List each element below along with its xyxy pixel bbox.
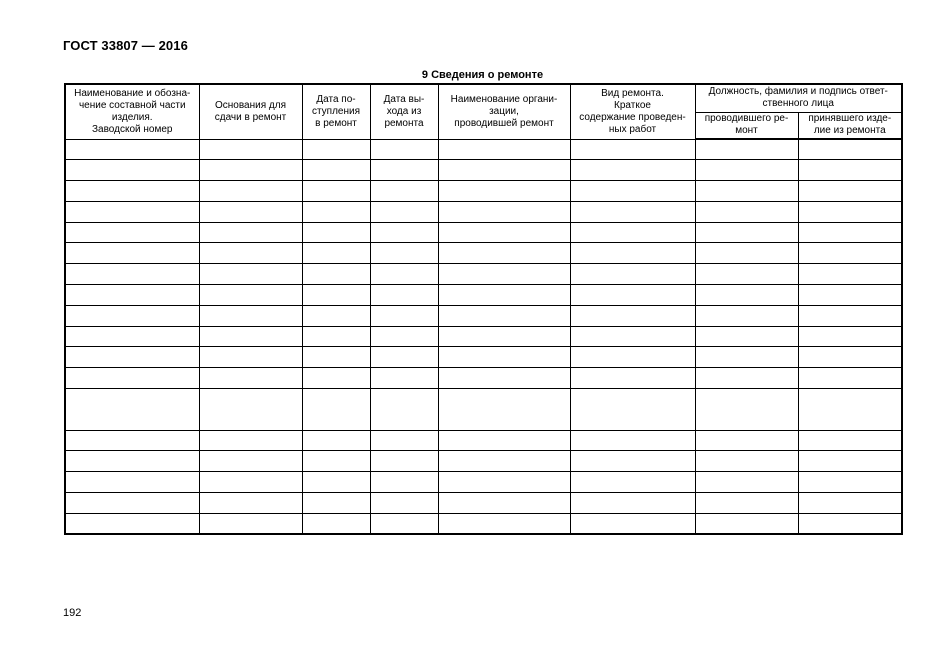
- cell-date-in: [302, 305, 370, 326]
- cell-name: [65, 513, 199, 534]
- cell-repair-type: [570, 430, 695, 451]
- table-row: [65, 472, 902, 493]
- cell-org: [438, 222, 570, 243]
- cell-sig-performed: [695, 160, 798, 181]
- cell-sig-accepted: [798, 181, 902, 202]
- cell-basis: [199, 264, 302, 285]
- cell-sig-performed: [695, 285, 798, 306]
- cell-basis: [199, 368, 302, 389]
- cell-repair-type: [570, 389, 695, 431]
- cell-org: [438, 451, 570, 472]
- table-row: [65, 347, 902, 368]
- cell-name: [65, 243, 199, 264]
- cell-repair-type: [570, 222, 695, 243]
- cell-sig-accepted: [798, 368, 902, 389]
- cell-basis: [199, 243, 302, 264]
- cell-date-out: [370, 139, 438, 160]
- cell-sig-performed: [695, 472, 798, 493]
- cell-date-in: [302, 264, 370, 285]
- cell-sig-accepted: [798, 264, 902, 285]
- cell-repair-type: [570, 326, 695, 347]
- cell-sig-accepted: [798, 160, 902, 181]
- cell-date-in: [302, 513, 370, 534]
- cell-date-out: [370, 326, 438, 347]
- col-header-sig-performed: проводившего ре- монт: [695, 112, 798, 139]
- cell-repair-type: [570, 513, 695, 534]
- cell-sig-performed: [695, 513, 798, 534]
- cell-repair-type: [570, 451, 695, 472]
- cell-name: [65, 472, 199, 493]
- cell-sig-performed: [695, 181, 798, 202]
- cell-repair-type: [570, 493, 695, 514]
- cell-org: [438, 305, 570, 326]
- cell-sig-performed: [695, 222, 798, 243]
- cell-date-out: [370, 347, 438, 368]
- cell-sig-performed: [695, 305, 798, 326]
- cell-org: [438, 243, 570, 264]
- cell-org: [438, 472, 570, 493]
- cell-date-in: [302, 326, 370, 347]
- cell-basis: [199, 513, 302, 534]
- cell-date-out: [370, 451, 438, 472]
- table-row: [65, 264, 902, 285]
- table-row: [65, 285, 902, 306]
- cell-sig-performed: [695, 430, 798, 451]
- cell-name: [65, 285, 199, 306]
- cell-date-out: [370, 264, 438, 285]
- cell-date-in: [302, 222, 370, 243]
- col-header-date-in: Дата по- ступления в ремонт: [302, 84, 370, 139]
- cell-repair-type: [570, 305, 695, 326]
- cell-sig-accepted: [798, 326, 902, 347]
- cell-sig-performed: [695, 243, 798, 264]
- col-header-basis: Основания для сдачи в ремонт: [199, 84, 302, 139]
- table-row: [65, 243, 902, 264]
- cell-basis: [199, 389, 302, 431]
- cell-repair-type: [570, 201, 695, 222]
- cell-sig-accepted: [798, 430, 902, 451]
- cell-org: [438, 201, 570, 222]
- cell-sig-accepted: [798, 472, 902, 493]
- cell-sig-accepted: [798, 389, 902, 431]
- cell-sig-accepted: [798, 222, 902, 243]
- cell-sig-performed: [695, 326, 798, 347]
- cell-date-in: [302, 285, 370, 306]
- table-row: [65, 222, 902, 243]
- cell-basis: [199, 493, 302, 514]
- cell-date-in: [302, 368, 370, 389]
- cell-date-in: [302, 347, 370, 368]
- cell-date-out: [370, 160, 438, 181]
- cell-basis: [199, 201, 302, 222]
- cell-basis: [199, 160, 302, 181]
- cell-org: [438, 264, 570, 285]
- page-number: 192: [63, 607, 82, 619]
- table-row: [65, 160, 902, 181]
- table-row: [65, 389, 902, 431]
- cell-repair-type: [570, 285, 695, 306]
- cell-sig-performed: [695, 347, 798, 368]
- cell-basis: [199, 139, 302, 160]
- cell-sig-accepted: [798, 513, 902, 534]
- document-code: ГОСТ 33807 — 2016: [63, 38, 188, 53]
- cell-basis: [199, 451, 302, 472]
- cell-name: [65, 181, 199, 202]
- table-row: [65, 368, 902, 389]
- cell-sig-performed: [695, 389, 798, 431]
- cell-date-in: [302, 201, 370, 222]
- cell-repair-type: [570, 160, 695, 181]
- cell-org: [438, 347, 570, 368]
- cell-sig-performed: [695, 201, 798, 222]
- cell-org: [438, 513, 570, 534]
- header-row-top: [65, 84, 902, 112]
- cell-sig-performed: [695, 139, 798, 160]
- cell-date-in: [302, 139, 370, 160]
- col-header-org: Наименование органи- зации, проводившей ремонт: [438, 84, 570, 139]
- col-header-name: Наименование и обозна- чение составной части изделия. Заводской номер: [65, 84, 199, 139]
- cell-sig-performed: [695, 368, 798, 389]
- cell-date-in: [302, 451, 370, 472]
- cell-org: [438, 139, 570, 160]
- cell-basis: [199, 285, 302, 306]
- table-row: [65, 201, 902, 222]
- table-row: [65, 493, 902, 514]
- cell-name: [65, 305, 199, 326]
- cell-sig-performed: [695, 451, 798, 472]
- cell-sig-accepted: [798, 285, 902, 306]
- cell-date-out: [370, 201, 438, 222]
- cell-sig-accepted: [798, 493, 902, 514]
- cell-name: [65, 264, 199, 285]
- cell-basis: [199, 305, 302, 326]
- cell-name: [65, 201, 199, 222]
- table-row: [65, 451, 902, 472]
- cell-name: [65, 430, 199, 451]
- cell-basis: [199, 347, 302, 368]
- cell-name: [65, 326, 199, 347]
- cell-sig-accepted: [798, 305, 902, 326]
- cell-repair-type: [570, 347, 695, 368]
- cell-date-in: [302, 472, 370, 493]
- col-header-repair-type: Вид ремонта. Краткое содержание проведен- ных работ: [570, 84, 695, 139]
- cell-sig-accepted: [798, 451, 902, 472]
- table-row: [65, 513, 902, 534]
- cell-sig-accepted: [798, 243, 902, 264]
- cell-sig-accepted: [798, 139, 902, 160]
- cell-repair-type: [570, 139, 695, 160]
- cell-org: [438, 326, 570, 347]
- cell-name: [65, 451, 199, 472]
- cell-org: [438, 160, 570, 181]
- table-body: [65, 139, 902, 534]
- cell-date-out: [370, 181, 438, 202]
- cell-org: [438, 493, 570, 514]
- cell-repair-type: [570, 181, 695, 202]
- cell-sig-accepted: [798, 201, 902, 222]
- cell-repair-type: [570, 243, 695, 264]
- cell-repair-type: [570, 264, 695, 285]
- cell-name: [65, 389, 199, 431]
- cell-name: [65, 493, 199, 514]
- cell-date-out: [370, 430, 438, 451]
- cell-name: [65, 222, 199, 243]
- col-header-signature-group: Должность, фамилия и подпись ответ- ственного лица: [695, 84, 902, 112]
- cell-date-out: [370, 222, 438, 243]
- cell-basis: [199, 222, 302, 243]
- table-row: [65, 139, 902, 160]
- col-header-date-out: Дата вы- хода из ремонта: [370, 84, 438, 139]
- cell-date-out: [370, 368, 438, 389]
- section-title: 9 Сведения о ремонте: [421, 69, 544, 81]
- cell-org: [438, 368, 570, 389]
- cell-sig-accepted: [798, 347, 902, 368]
- cell-org: [438, 181, 570, 202]
- table-row: [65, 326, 902, 347]
- cell-date-in: [302, 181, 370, 202]
- cell-date-out: [370, 513, 438, 534]
- cell-date-out: [370, 472, 438, 493]
- cell-name: [65, 139, 199, 160]
- cell-date-in: [302, 389, 370, 431]
- col-header-sig-accepted: принявшего изде- лие из ремонта: [798, 112, 902, 139]
- repair-records-table: [64, 83, 903, 535]
- cell-date-out: [370, 285, 438, 306]
- cell-date-out: [370, 243, 438, 264]
- cell-date-in: [302, 160, 370, 181]
- cell-date-in: [302, 430, 370, 451]
- cell-date-out: [370, 493, 438, 514]
- cell-basis: [199, 430, 302, 451]
- cell-org: [438, 389, 570, 431]
- table-row: [65, 305, 902, 326]
- cell-name: [65, 347, 199, 368]
- cell-name: [65, 368, 199, 389]
- table-row: [65, 430, 902, 451]
- cell-date-in: [302, 243, 370, 264]
- table-row: [65, 181, 902, 202]
- cell-date-in: [302, 493, 370, 514]
- cell-date-out: [370, 389, 438, 431]
- cell-repair-type: [570, 368, 695, 389]
- cell-org: [438, 430, 570, 451]
- cell-basis: [199, 181, 302, 202]
- cell-sig-performed: [695, 493, 798, 514]
- cell-repair-type: [570, 472, 695, 493]
- cell-basis: [199, 472, 302, 493]
- cell-basis: [199, 326, 302, 347]
- cell-org: [438, 285, 570, 306]
- cell-date-out: [370, 305, 438, 326]
- cell-name: [65, 160, 199, 181]
- cell-sig-performed: [695, 264, 798, 285]
